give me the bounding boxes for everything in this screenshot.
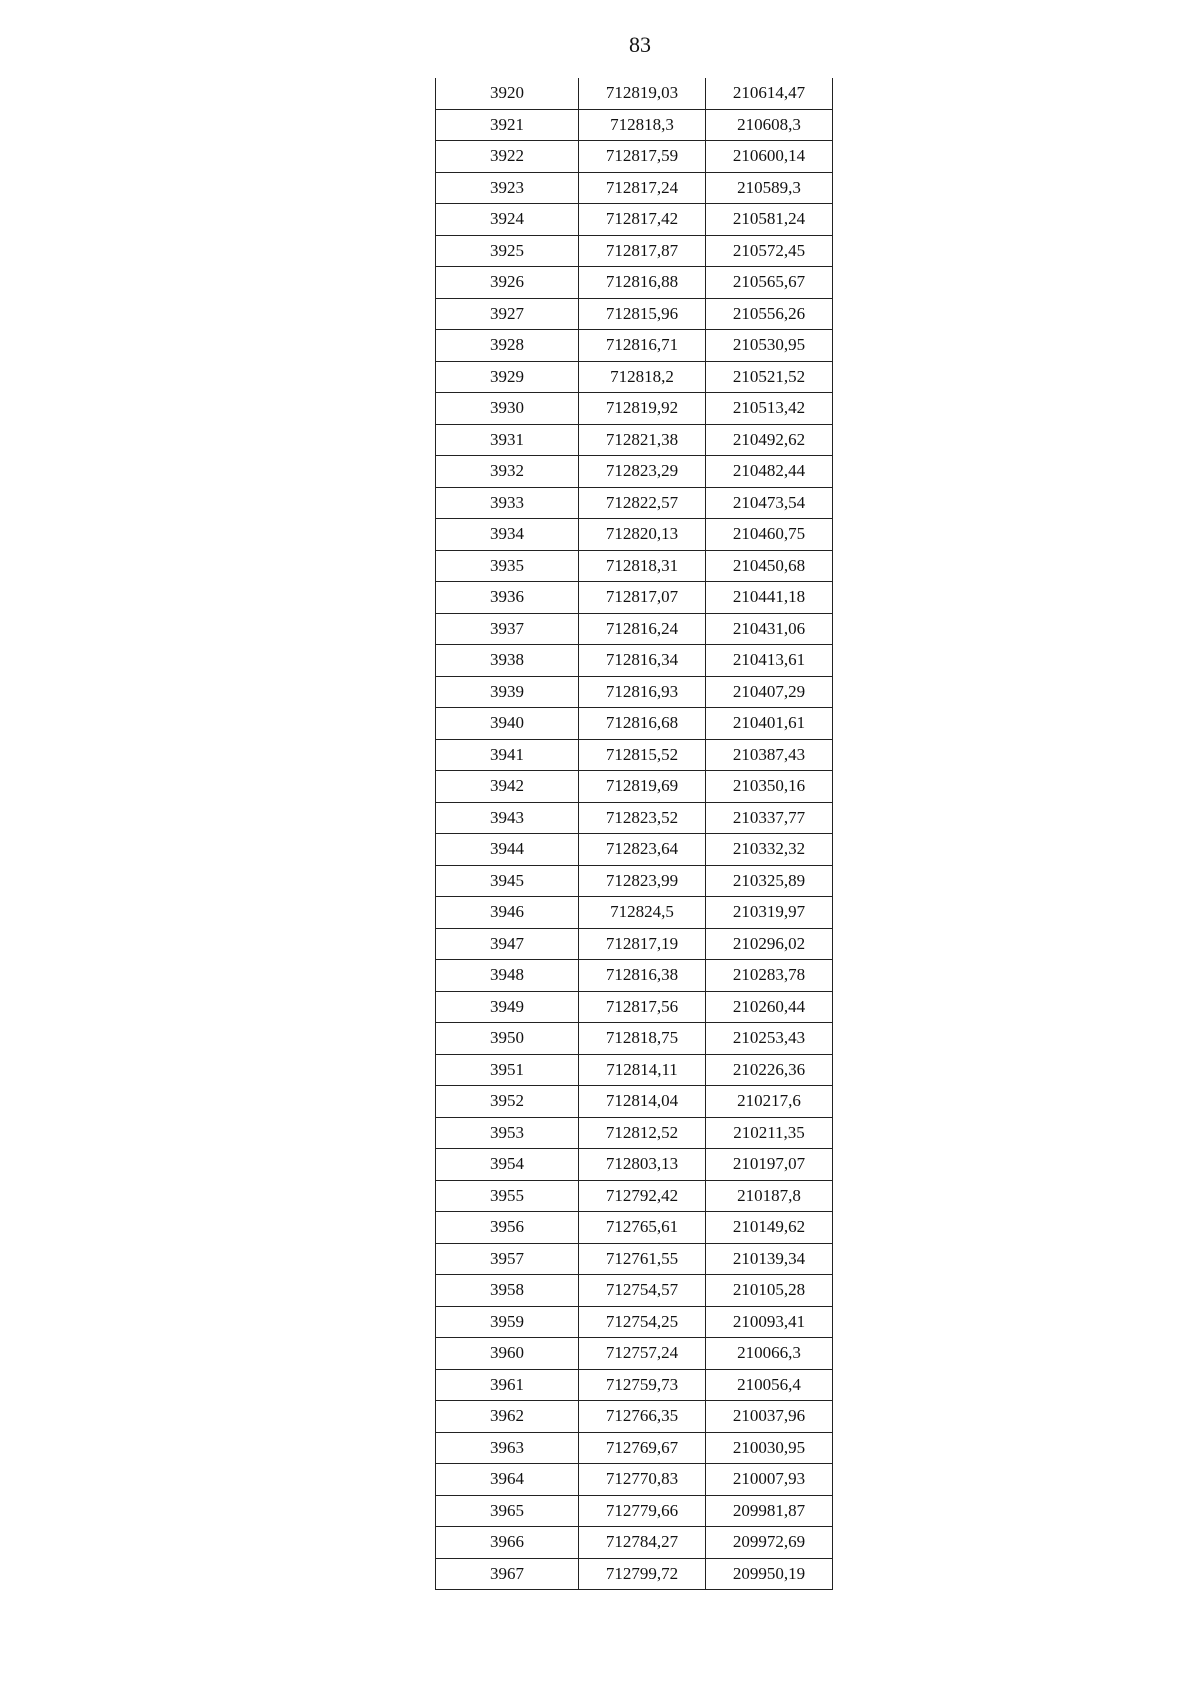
x-coordinate-cell: 712817,07 xyxy=(579,582,706,614)
point-number-cell: 3930 xyxy=(436,393,579,425)
point-number-cell: 3954 xyxy=(436,1149,579,1181)
point-number-cell: 3949 xyxy=(436,991,579,1023)
x-coordinate-cell: 712816,34 xyxy=(579,645,706,677)
point-number-cell: 3944 xyxy=(436,834,579,866)
y-coordinate-cell: 210217,6 xyxy=(706,1086,833,1118)
table-row xyxy=(436,141,833,173)
x-coordinate-cell: 712822,57 xyxy=(579,487,706,519)
y-coordinate-cell: 210337,77 xyxy=(706,802,833,834)
y-coordinate-cell: 210556,26 xyxy=(706,298,833,330)
table-row xyxy=(436,456,833,488)
y-coordinate-cell: 210093,41 xyxy=(706,1306,833,1338)
table-row xyxy=(436,1369,833,1401)
table-row xyxy=(436,1432,833,1464)
x-coordinate-cell: 712817,59 xyxy=(579,141,706,173)
table-row xyxy=(436,676,833,708)
table-row xyxy=(436,1495,833,1527)
x-coordinate-cell: 712792,42 xyxy=(579,1180,706,1212)
point-number-cell: 3961 xyxy=(436,1369,579,1401)
point-number-cell: 3941 xyxy=(436,739,579,771)
table-row xyxy=(436,1212,833,1244)
x-coordinate-cell: 712818,75 xyxy=(579,1023,706,1055)
x-coordinate-cell: 712823,29 xyxy=(579,456,706,488)
y-coordinate-cell: 210260,44 xyxy=(706,991,833,1023)
point-number-cell: 3962 xyxy=(436,1401,579,1433)
y-coordinate-cell: 210608,3 xyxy=(706,109,833,141)
point-number-cell: 3938 xyxy=(436,645,579,677)
y-coordinate-cell: 210441,18 xyxy=(706,582,833,614)
point-number-cell: 3959 xyxy=(436,1306,579,1338)
table-row xyxy=(436,1023,833,1055)
y-coordinate-cell: 210482,44 xyxy=(706,456,833,488)
point-number-cell: 3952 xyxy=(436,1086,579,1118)
x-coordinate-cell: 712819,69 xyxy=(579,771,706,803)
y-coordinate-cell: 209972,69 xyxy=(706,1527,833,1559)
table-row xyxy=(436,1401,833,1433)
y-coordinate-cell: 210325,89 xyxy=(706,865,833,897)
x-coordinate-cell: 712799,72 xyxy=(579,1558,706,1590)
x-coordinate-cell: 712815,52 xyxy=(579,739,706,771)
x-coordinate-cell: 712779,66 xyxy=(579,1495,706,1527)
table-row xyxy=(436,298,833,330)
y-coordinate-cell: 210030,95 xyxy=(706,1432,833,1464)
y-coordinate-cell: 210572,45 xyxy=(706,235,833,267)
y-coordinate-cell: 210283,78 xyxy=(706,960,833,992)
y-coordinate-cell: 210492,62 xyxy=(706,424,833,456)
table-row xyxy=(436,1243,833,1275)
point-number-cell: 3924 xyxy=(436,204,579,236)
point-number-cell: 3945 xyxy=(436,865,579,897)
y-coordinate-cell: 210401,61 xyxy=(706,708,833,740)
table-row xyxy=(436,771,833,803)
y-coordinate-cell: 210211,35 xyxy=(706,1117,833,1149)
x-coordinate-cell: 712817,42 xyxy=(579,204,706,236)
x-coordinate-cell: 712816,24 xyxy=(579,613,706,645)
table-row xyxy=(436,865,833,897)
point-number-cell: 3926 xyxy=(436,267,579,299)
x-coordinate-cell: 712816,93 xyxy=(579,676,706,708)
x-coordinate-cell: 712821,38 xyxy=(579,424,706,456)
table-row xyxy=(436,172,833,204)
x-coordinate-cell: 712769,67 xyxy=(579,1432,706,1464)
point-number-cell: 3948 xyxy=(436,960,579,992)
y-coordinate-cell: 210226,36 xyxy=(706,1054,833,1086)
point-number-cell: 3946 xyxy=(436,897,579,929)
y-coordinate-cell: 210139,34 xyxy=(706,1243,833,1275)
x-coordinate-cell: 712814,04 xyxy=(579,1086,706,1118)
point-number-cell: 3932 xyxy=(436,456,579,488)
point-number-cell: 3953 xyxy=(436,1117,579,1149)
point-number-cell: 3935 xyxy=(436,550,579,582)
point-number-cell: 3955 xyxy=(436,1180,579,1212)
x-coordinate-cell: 712824,5 xyxy=(579,897,706,929)
table-row xyxy=(436,1338,833,1370)
coordinates-table-body xyxy=(436,78,833,1590)
y-coordinate-cell: 210565,67 xyxy=(706,267,833,299)
x-coordinate-cell: 712817,87 xyxy=(579,235,706,267)
table-row xyxy=(436,1086,833,1118)
x-coordinate-cell: 712754,25 xyxy=(579,1306,706,1338)
table-row xyxy=(436,582,833,614)
table-row xyxy=(436,235,833,267)
point-number-cell: 3960 xyxy=(436,1338,579,1370)
point-number-cell: 3927 xyxy=(436,298,579,330)
x-coordinate-cell: 712770,83 xyxy=(579,1464,706,1496)
x-coordinate-cell: 712759,73 xyxy=(579,1369,706,1401)
point-number-cell: 3934 xyxy=(436,519,579,551)
table-row xyxy=(436,1527,833,1559)
y-coordinate-cell: 210253,43 xyxy=(706,1023,833,1055)
x-coordinate-cell: 712757,24 xyxy=(579,1338,706,1370)
point-number-cell: 3966 xyxy=(436,1527,579,1559)
x-coordinate-cell: 712765,61 xyxy=(579,1212,706,1244)
x-coordinate-cell: 712816,68 xyxy=(579,708,706,740)
x-coordinate-cell: 712817,24 xyxy=(579,172,706,204)
y-coordinate-cell: 210521,52 xyxy=(706,361,833,393)
point-number-cell: 3942 xyxy=(436,771,579,803)
point-number-cell: 3956 xyxy=(436,1212,579,1244)
table-row xyxy=(436,613,833,645)
x-coordinate-cell: 712823,99 xyxy=(579,865,706,897)
y-coordinate-cell: 210037,96 xyxy=(706,1401,833,1433)
y-coordinate-cell: 210614,47 xyxy=(706,78,833,109)
table-row xyxy=(436,1149,833,1181)
table-row xyxy=(436,960,833,992)
y-coordinate-cell: 210319,97 xyxy=(706,897,833,929)
y-coordinate-cell: 210007,93 xyxy=(706,1464,833,1496)
x-coordinate-cell: 712819,92 xyxy=(579,393,706,425)
point-number-cell: 3958 xyxy=(436,1275,579,1307)
point-number-cell: 3939 xyxy=(436,676,579,708)
table-row xyxy=(436,109,833,141)
y-coordinate-cell: 210600,14 xyxy=(706,141,833,173)
y-coordinate-cell: 210413,61 xyxy=(706,645,833,677)
y-coordinate-cell: 210407,29 xyxy=(706,676,833,708)
point-number-cell: 3933 xyxy=(436,487,579,519)
table-row xyxy=(436,834,833,866)
table-row xyxy=(436,519,833,551)
y-coordinate-cell: 210105,28 xyxy=(706,1275,833,1307)
table-row xyxy=(436,361,833,393)
x-coordinate-cell: 712814,11 xyxy=(579,1054,706,1086)
point-number-cell: 3967 xyxy=(436,1558,579,1590)
x-coordinate-cell: 712815,96 xyxy=(579,298,706,330)
y-coordinate-cell: 210066,3 xyxy=(706,1338,833,1370)
y-coordinate-cell: 210450,68 xyxy=(706,550,833,582)
table-row xyxy=(436,487,833,519)
x-coordinate-cell: 712823,64 xyxy=(579,834,706,866)
point-number-cell: 3928 xyxy=(436,330,579,362)
y-coordinate-cell: 210431,06 xyxy=(706,613,833,645)
x-coordinate-cell: 712817,56 xyxy=(579,991,706,1023)
y-coordinate-cell: 210473,54 xyxy=(706,487,833,519)
table-row xyxy=(436,739,833,771)
table-row xyxy=(436,1306,833,1338)
x-coordinate-cell: 712818,2 xyxy=(579,361,706,393)
x-coordinate-cell: 712816,38 xyxy=(579,960,706,992)
table-row xyxy=(436,1275,833,1307)
point-number-cell: 3920 xyxy=(436,78,579,109)
table-row xyxy=(436,393,833,425)
point-number-cell: 3925 xyxy=(436,235,579,267)
table-row xyxy=(436,204,833,236)
page-number: 83 xyxy=(629,32,651,57)
table-row xyxy=(436,1464,833,1496)
x-coordinate-cell: 712761,55 xyxy=(579,1243,706,1275)
point-number-cell: 3947 xyxy=(436,928,579,960)
point-number-cell: 3921 xyxy=(436,109,579,141)
table-row xyxy=(436,645,833,677)
table-row xyxy=(436,928,833,960)
x-coordinate-cell: 712819,03 xyxy=(579,78,706,109)
table-row xyxy=(436,424,833,456)
y-coordinate-cell: 210513,42 xyxy=(706,393,833,425)
table-row xyxy=(436,1054,833,1086)
table-row xyxy=(436,991,833,1023)
y-coordinate-cell: 210296,02 xyxy=(706,928,833,960)
y-coordinate-cell: 209981,87 xyxy=(706,1495,833,1527)
x-coordinate-cell: 712812,52 xyxy=(579,1117,706,1149)
y-coordinate-cell: 210187,8 xyxy=(706,1180,833,1212)
point-number-cell: 3923 xyxy=(436,172,579,204)
point-number-cell: 3940 xyxy=(436,708,579,740)
x-coordinate-cell: 712784,27 xyxy=(579,1527,706,1559)
point-number-cell: 3936 xyxy=(436,582,579,614)
point-number-cell: 3957 xyxy=(436,1243,579,1275)
y-coordinate-cell: 210350,16 xyxy=(706,771,833,803)
y-coordinate-cell: 209950,19 xyxy=(706,1558,833,1590)
y-coordinate-cell: 210197,07 xyxy=(706,1149,833,1181)
x-coordinate-cell: 712816,88 xyxy=(579,267,706,299)
point-number-cell: 3931 xyxy=(436,424,579,456)
table-row xyxy=(436,78,833,109)
table-row xyxy=(436,267,833,299)
point-number-cell: 3963 xyxy=(436,1432,579,1464)
y-coordinate-cell: 210332,32 xyxy=(706,834,833,866)
y-coordinate-cell: 210589,3 xyxy=(706,172,833,204)
x-coordinate-cell: 712823,52 xyxy=(579,802,706,834)
x-coordinate-cell: 712766,35 xyxy=(579,1401,706,1433)
x-coordinate-cell: 712754,57 xyxy=(579,1275,706,1307)
y-coordinate-cell: 210149,62 xyxy=(706,1212,833,1244)
y-coordinate-cell: 210581,24 xyxy=(706,204,833,236)
coordinates-table xyxy=(435,78,833,1590)
x-coordinate-cell: 712803,13 xyxy=(579,1149,706,1181)
x-coordinate-cell: 712816,71 xyxy=(579,330,706,362)
x-coordinate-cell: 712818,3 xyxy=(579,109,706,141)
y-coordinate-cell: 210530,95 xyxy=(706,330,833,362)
point-number-cell: 3943 xyxy=(436,802,579,834)
y-coordinate-cell: 210460,75 xyxy=(706,519,833,551)
table-row xyxy=(436,1117,833,1149)
point-number-cell: 3950 xyxy=(436,1023,579,1055)
y-coordinate-cell: 210056,4 xyxy=(706,1369,833,1401)
point-number-cell: 3951 xyxy=(436,1054,579,1086)
table-row xyxy=(436,1558,833,1590)
y-coordinate-cell: 210387,43 xyxy=(706,739,833,771)
table-row xyxy=(436,708,833,740)
point-number-cell: 3937 xyxy=(436,613,579,645)
point-number-cell: 3929 xyxy=(436,361,579,393)
point-number-cell: 3922 xyxy=(436,141,579,173)
x-coordinate-cell: 712820,13 xyxy=(579,519,706,551)
table-row xyxy=(436,550,833,582)
x-coordinate-cell: 712817,19 xyxy=(579,928,706,960)
point-number-cell: 3964 xyxy=(436,1464,579,1496)
table-row xyxy=(436,1180,833,1212)
point-number-cell: 3965 xyxy=(436,1495,579,1527)
table-row xyxy=(436,897,833,929)
x-coordinate-cell: 712818,31 xyxy=(579,550,706,582)
table-row xyxy=(436,802,833,834)
table-row xyxy=(436,330,833,362)
